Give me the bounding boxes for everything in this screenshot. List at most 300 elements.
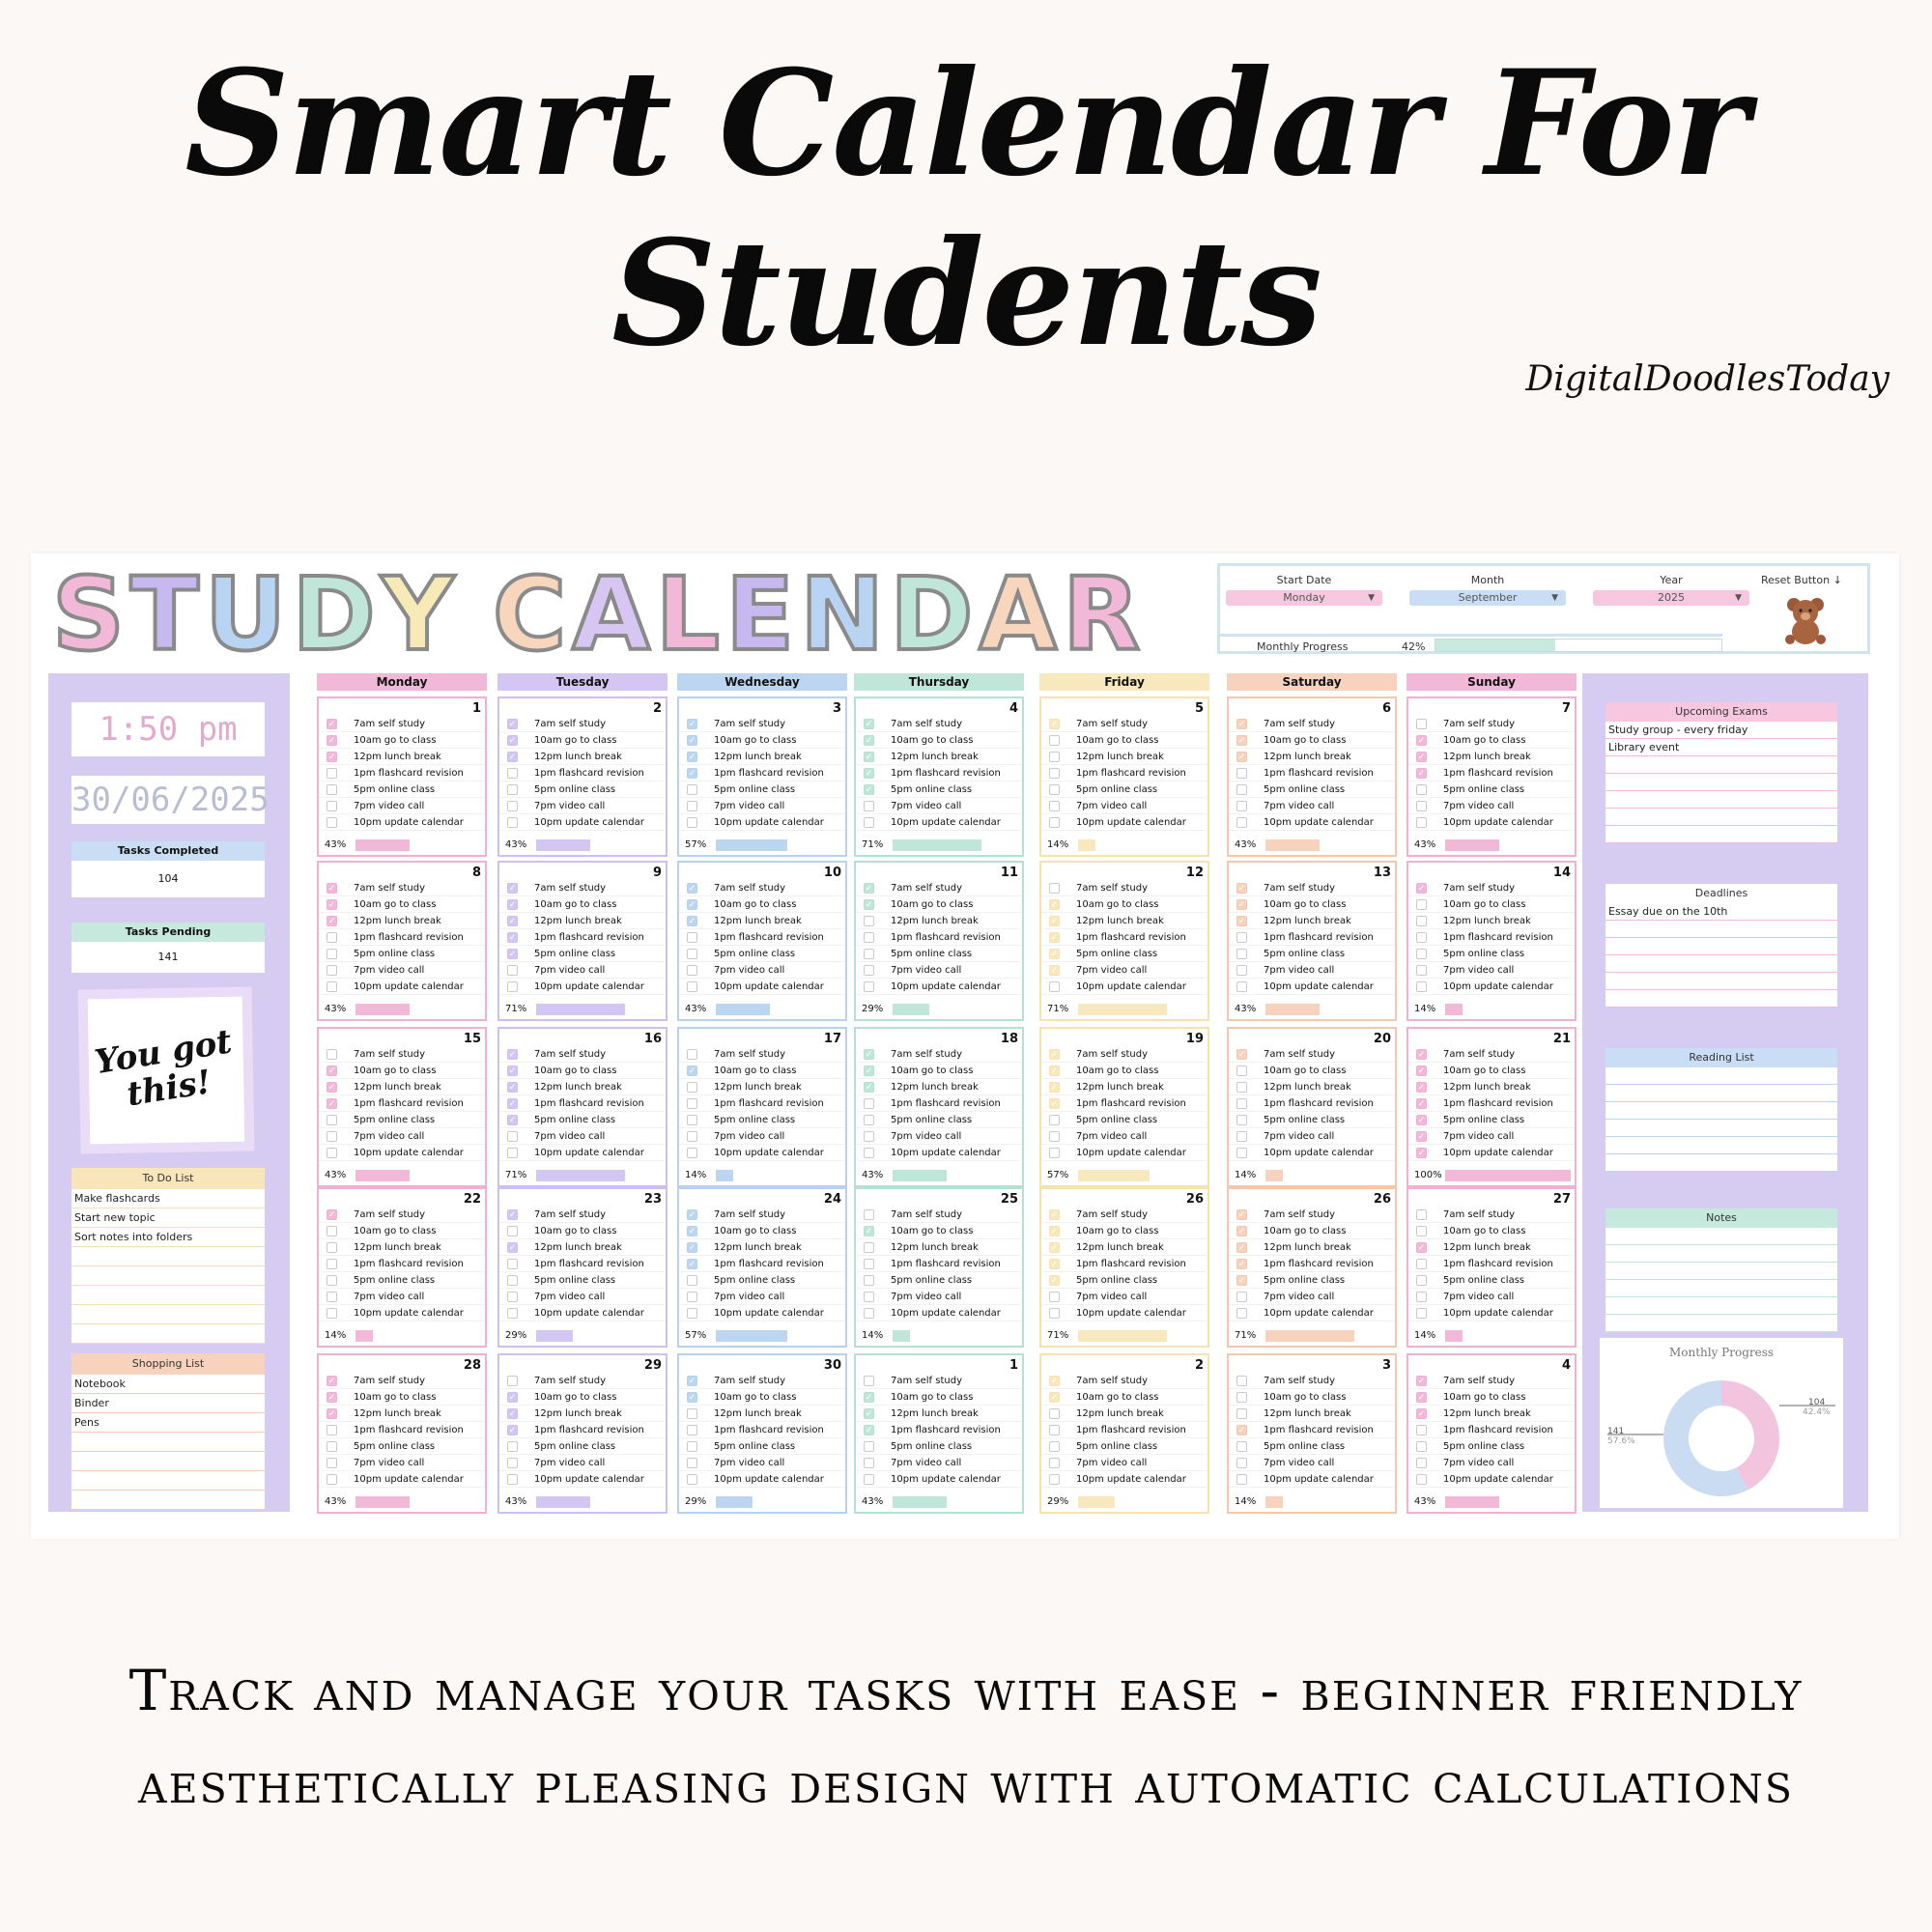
unchecked-checkbox[interactable] <box>864 1376 874 1386</box>
unchecked-checkbox[interactable] <box>1416 1259 1427 1269</box>
unchecked-checkbox[interactable] <box>507 1292 518 1302</box>
checked-checkbox[interactable]: ✓ <box>508 900 517 910</box>
note-item[interactable] <box>1605 1280 1837 1297</box>
unchecked-checkbox[interactable] <box>327 965 337 976</box>
unchecked-checkbox[interactable] <box>687 981 697 992</box>
unchecked-checkbox[interactable] <box>687 949 697 959</box>
reading-item[interactable] <box>1605 1102 1837 1120</box>
unchecked-checkbox[interactable] <box>1049 1425 1060 1435</box>
checked-checkbox[interactable]: ✓ <box>508 1116 517 1125</box>
unchecked-checkbox[interactable] <box>687 1131 697 1142</box>
task-label: 12pm lunch break <box>1264 1242 1351 1253</box>
unchecked-checkbox[interactable] <box>507 768 518 779</box>
reading-item[interactable] <box>1605 1085 1837 1102</box>
unchecked-checkbox[interactable] <box>1236 981 1247 992</box>
unchecked-checkbox[interactable] <box>864 1209 874 1220</box>
unchecked-checkbox[interactable] <box>327 768 337 779</box>
month-dropdown[interactable] <box>1409 590 1566 606</box>
checked-checkbox[interactable]: ✓ <box>1417 736 1426 746</box>
checked-checkbox[interactable]: ✓ <box>508 933 517 943</box>
unchecked-checkbox[interactable] <box>864 1259 874 1269</box>
checked-checkbox[interactable]: ✓ <box>508 753 517 762</box>
checked-checkbox[interactable]: ✓ <box>1417 1066 1426 1076</box>
unchecked-checkbox[interactable] <box>327 1049 337 1060</box>
checked-checkbox[interactable]: ✓ <box>1417 1149 1426 1158</box>
unchecked-checkbox[interactable] <box>687 1441 697 1452</box>
shopping-item[interactable] <box>71 1491 265 1510</box>
unchecked-checkbox[interactable] <box>1416 932 1427 943</box>
unchecked-checkbox[interactable] <box>1416 801 1427 811</box>
unchecked-checkbox[interactable] <box>1049 752 1060 762</box>
deadline-item[interactable] <box>1605 938 1837 955</box>
unchecked-checkbox[interactable] <box>1049 1408 1060 1419</box>
unchecked-checkbox[interactable] <box>1049 768 1060 779</box>
teddy-bear-reset-button[interactable] <box>1778 593 1833 647</box>
unchecked-checkbox[interactable] <box>1416 1441 1427 1452</box>
unchecked-checkbox[interactable] <box>1049 1115 1060 1125</box>
checked-checkbox[interactable]: ✓ <box>1237 1050 1246 1060</box>
checked-checkbox[interactable]: ✓ <box>327 736 336 746</box>
unchecked-checkbox[interactable] <box>327 949 337 959</box>
checked-checkbox[interactable]: ✓ <box>1050 917 1059 926</box>
note-item[interactable] <box>1605 1297 1837 1315</box>
checked-checkbox[interactable]: ✓ <box>327 1083 336 1093</box>
checked-checkbox[interactable]: ✓ <box>1417 1116 1426 1125</box>
reading-item[interactable] <box>1605 1120 1837 1137</box>
unchecked-checkbox[interactable] <box>687 932 697 943</box>
unchecked-checkbox[interactable] <box>507 1441 518 1452</box>
unchecked-checkbox[interactable] <box>1236 1408 1247 1419</box>
unchecked-checkbox[interactable] <box>1049 817 1060 828</box>
checked-checkbox[interactable]: ✓ <box>865 1393 873 1403</box>
checked-checkbox[interactable]: ✓ <box>1237 917 1246 926</box>
unchecked-checkbox[interactable] <box>864 932 874 943</box>
unchecked-checkbox[interactable] <box>1236 1098 1247 1109</box>
checked-checkbox[interactable]: ✓ <box>327 900 336 910</box>
unchecked-checkbox[interactable] <box>687 1098 697 1109</box>
unchecked-checkbox[interactable] <box>864 1275 874 1286</box>
unchecked-checkbox[interactable] <box>864 1474 874 1485</box>
unchecked-checkbox[interactable] <box>1416 1458 1427 1468</box>
unchecked-checkbox[interactable] <box>687 784 697 795</box>
checked-checkbox[interactable]: ✓ <box>1050 950 1059 959</box>
unchecked-checkbox[interactable] <box>1416 965 1427 976</box>
checked-checkbox[interactable]: ✓ <box>1417 1050 1426 1060</box>
exam-item[interactable] <box>1605 809 1837 826</box>
checked-checkbox[interactable]: ✓ <box>1237 753 1246 762</box>
unchecked-checkbox[interactable] <box>327 1308 337 1319</box>
checked-checkbox[interactable]: ✓ <box>1050 1066 1059 1076</box>
reading-item[interactable] <box>1605 1154 1837 1172</box>
unchecked-checkbox[interactable] <box>864 1148 874 1158</box>
checked-checkbox[interactable]: ✓ <box>865 720 873 729</box>
checked-checkbox[interactable]: ✓ <box>327 1377 336 1386</box>
unchecked-checkbox[interactable] <box>1049 1308 1060 1319</box>
unchecked-checkbox[interactable] <box>507 1308 518 1319</box>
checked-checkbox[interactable]: ✓ <box>327 917 336 926</box>
checked-checkbox[interactable]: ✓ <box>1050 1377 1059 1386</box>
unchecked-checkbox[interactable] <box>1416 719 1427 729</box>
checked-checkbox[interactable]: ✓ <box>508 1243 517 1253</box>
unchecked-checkbox[interactable] <box>864 1292 874 1302</box>
checked-checkbox[interactable]: ✓ <box>508 1210 517 1220</box>
checked-checkbox[interactable]: ✓ <box>1417 1377 1426 1386</box>
checked-checkbox[interactable]: ✓ <box>327 884 336 894</box>
unchecked-checkbox[interactable] <box>864 817 874 828</box>
unchecked-checkbox[interactable] <box>327 981 337 992</box>
start-date-dropdown[interactable] <box>1226 590 1382 606</box>
unchecked-checkbox[interactable] <box>864 949 874 959</box>
checked-checkbox[interactable]: ✓ <box>508 884 517 894</box>
checked-checkbox[interactable]: ✓ <box>688 1377 696 1386</box>
checked-checkbox[interactable]: ✓ <box>508 950 517 959</box>
unchecked-checkbox[interactable] <box>687 1049 697 1060</box>
unchecked-checkbox[interactable] <box>864 1308 874 1319</box>
checked-checkbox[interactable]: ✓ <box>327 1210 336 1220</box>
unchecked-checkbox[interactable] <box>1416 899 1427 910</box>
unchecked-checkbox[interactable] <box>327 1226 337 1236</box>
unchecked-checkbox[interactable] <box>327 1115 337 1125</box>
unchecked-checkbox[interactable] <box>1236 1148 1247 1158</box>
checked-checkbox[interactable]: ✓ <box>1237 1210 1246 1220</box>
unchecked-checkbox[interactable] <box>507 1376 518 1386</box>
unchecked-checkbox[interactable] <box>687 1474 697 1485</box>
unchecked-checkbox[interactable] <box>1236 949 1247 959</box>
unchecked-checkbox[interactable] <box>1236 1308 1247 1319</box>
unchecked-checkbox[interactable] <box>507 965 518 976</box>
month-control <box>1409 574 1566 606</box>
checked-checkbox[interactable]: ✓ <box>1417 884 1426 894</box>
unchecked-checkbox[interactable] <box>864 1098 874 1109</box>
unchecked-checkbox[interactable] <box>507 801 518 811</box>
unchecked-checkbox[interactable] <box>507 1259 518 1269</box>
checked-checkbox[interactable]: ✓ <box>327 1066 336 1076</box>
unchecked-checkbox[interactable] <box>1236 1474 1247 1485</box>
checked-checkbox[interactable]: ✓ <box>688 1393 696 1403</box>
deadline-item[interactable] <box>1605 973 1837 990</box>
checked-checkbox[interactable]: ✓ <box>865 736 873 746</box>
unchecked-checkbox[interactable] <box>327 1131 337 1142</box>
unchecked-checkbox[interactable] <box>1236 1065 1247 1076</box>
checked-checkbox[interactable]: ✓ <box>508 1050 517 1060</box>
checked-checkbox[interactable]: ✓ <box>688 1260 696 1269</box>
unchecked-checkbox[interactable] <box>687 1082 697 1093</box>
unchecked-checkbox[interactable] <box>687 801 697 811</box>
unchecked-checkbox[interactable] <box>507 1226 518 1236</box>
unchecked-checkbox[interactable] <box>1416 981 1427 992</box>
unchecked-checkbox[interactable] <box>1236 817 1247 828</box>
checked-checkbox[interactable]: ✓ <box>865 1050 873 1060</box>
unchecked-checkbox[interactable] <box>864 1458 874 1468</box>
note-item[interactable] <box>1605 1245 1837 1263</box>
todo-item[interactable]: Start new topic <box>71 1208 265 1228</box>
unchecked-checkbox[interactable] <box>864 1131 874 1142</box>
reading-item[interactable] <box>1605 1137 1837 1154</box>
checked-checkbox[interactable]: ✓ <box>688 884 696 894</box>
shopping-item[interactable] <box>71 1433 265 1452</box>
checked-checkbox[interactable]: ✓ <box>688 769 696 779</box>
checked-checkbox[interactable]: ✓ <box>1050 1227 1059 1236</box>
unchecked-checkbox[interactable] <box>1416 949 1427 959</box>
checked-checkbox[interactable]: ✓ <box>865 1083 873 1093</box>
unchecked-checkbox[interactable] <box>1416 817 1427 828</box>
unchecked-checkbox[interactable] <box>1416 1275 1427 1286</box>
checked-checkbox[interactable]: ✓ <box>508 1393 517 1403</box>
checked-checkbox[interactable]: ✓ <box>865 1426 873 1435</box>
checked-checkbox[interactable]: ✓ <box>865 769 873 779</box>
unchecked-checkbox[interactable] <box>1236 1115 1247 1125</box>
unchecked-checkbox[interactable] <box>327 1259 337 1269</box>
todo-item[interactable] <box>71 1266 265 1286</box>
checked-checkbox[interactable]: ✓ <box>865 1409 873 1419</box>
unchecked-checkbox[interactable] <box>1236 932 1247 943</box>
checked-checkbox[interactable]: ✓ <box>688 1210 696 1220</box>
checked-checkbox[interactable]: ✓ <box>1237 736 1246 746</box>
checked-checkbox[interactable]: ✓ <box>865 785 873 795</box>
checked-checkbox[interactable]: ✓ <box>1050 933 1059 943</box>
checked-checkbox[interactable]: ✓ <box>1050 900 1059 910</box>
reading-item[interactable] <box>1605 1067 1837 1085</box>
year-dropdown[interactable] <box>1593 590 1749 606</box>
checked-checkbox[interactable]: ✓ <box>688 1243 696 1253</box>
unchecked-checkbox[interactable] <box>507 1275 518 1286</box>
exam-item[interactable]: Study group - every friday <box>1605 722 1837 739</box>
unchecked-checkbox[interactable] <box>327 1242 337 1253</box>
checked-checkbox[interactable]: ✓ <box>865 1227 873 1236</box>
unchecked-checkbox[interactable] <box>1416 1292 1427 1302</box>
checked-checkbox[interactable]: ✓ <box>865 1066 873 1076</box>
unchecked-checkbox[interactable] <box>327 817 337 828</box>
unchecked-checkbox[interactable] <box>864 965 874 976</box>
checked-checkbox[interactable]: ✓ <box>1237 1260 1246 1269</box>
todo-item[interactable] <box>71 1286 265 1305</box>
checked-checkbox[interactable]: ✓ <box>327 1099 336 1109</box>
checked-checkbox[interactable]: ✓ <box>865 753 873 762</box>
shopping-item[interactable] <box>71 1452 265 1471</box>
unchecked-checkbox[interactable] <box>687 1275 697 1286</box>
unchecked-checkbox[interactable] <box>507 1458 518 1468</box>
checked-checkbox[interactable]: ✓ <box>1237 1426 1246 1435</box>
unchecked-checkbox[interactable] <box>507 1474 518 1485</box>
checked-checkbox[interactable]: ✓ <box>688 1066 696 1076</box>
shopping-item[interactable]: Pens <box>71 1413 265 1433</box>
unchecked-checkbox[interactable] <box>1049 801 1060 811</box>
checked-checkbox[interactable]: ✓ <box>688 720 696 729</box>
checked-checkbox[interactable]: ✓ <box>1050 1260 1059 1269</box>
exam-item[interactable] <box>1605 826 1837 843</box>
checked-checkbox[interactable]: ✓ <box>1417 1243 1426 1253</box>
checked-checkbox[interactable]: ✓ <box>1417 753 1426 762</box>
shopping-item[interactable]: Notebook <box>71 1375 265 1394</box>
unchecked-checkbox[interactable] <box>327 784 337 795</box>
unchecked-checkbox[interactable] <box>1236 1441 1247 1452</box>
unchecked-checkbox[interactable] <box>1236 1392 1247 1403</box>
deadline-item[interactable]: Essay due on the 10th <box>1605 903 1837 921</box>
unchecked-checkbox[interactable] <box>507 1131 518 1142</box>
unchecked-checkbox[interactable] <box>327 932 337 943</box>
unchecked-checkbox[interactable] <box>327 1474 337 1485</box>
unchecked-checkbox[interactable] <box>1416 916 1427 926</box>
checked-checkbox[interactable]: ✓ <box>688 753 696 762</box>
unchecked-checkbox[interactable] <box>864 1242 874 1253</box>
checked-checkbox[interactable]: ✓ <box>508 1426 517 1435</box>
checked-checkbox[interactable]: ✓ <box>688 1227 696 1236</box>
unchecked-checkbox[interactable] <box>1049 1148 1060 1158</box>
unchecked-checkbox[interactable] <box>1236 1458 1247 1468</box>
unchecked-checkbox[interactable] <box>864 981 874 992</box>
unchecked-checkbox[interactable] <box>1416 1474 1427 1485</box>
checked-checkbox[interactable]: ✓ <box>1237 884 1246 894</box>
checked-checkbox[interactable]: ✓ <box>1050 1276 1059 1286</box>
unchecked-checkbox[interactable] <box>864 801 874 811</box>
unchecked-checkbox[interactable] <box>1049 883 1060 894</box>
checked-checkbox[interactable]: ✓ <box>508 1099 517 1109</box>
unchecked-checkbox[interactable] <box>687 1148 697 1158</box>
unchecked-checkbox[interactable] <box>1416 1425 1427 1435</box>
task-row <box>319 913 485 929</box>
checked-checkbox[interactable]: ✓ <box>1237 720 1246 729</box>
checked-checkbox[interactable]: ✓ <box>688 917 696 926</box>
checked-checkbox[interactable]: ✓ <box>508 736 517 746</box>
checked-checkbox[interactable]: ✓ <box>1237 900 1246 910</box>
unchecked-checkbox[interactable] <box>1236 1376 1247 1386</box>
checked-checkbox[interactable]: ✓ <box>1417 1083 1426 1093</box>
task-row <box>499 913 666 929</box>
task-row <box>319 1256 485 1272</box>
unchecked-checkbox[interactable] <box>1049 1131 1060 1142</box>
unchecked-checkbox[interactable] <box>687 1308 697 1319</box>
checked-checkbox[interactable]: ✓ <box>508 917 517 926</box>
unchecked-checkbox[interactable] <box>1049 735 1060 746</box>
checked-checkbox[interactable]: ✓ <box>1050 1210 1059 1220</box>
unchecked-checkbox[interactable] <box>1236 1292 1247 1302</box>
checked-checkbox[interactable]: ✓ <box>508 1083 517 1093</box>
unchecked-checkbox[interactable] <box>1236 768 1247 779</box>
note-item[interactable] <box>1605 1228 1837 1245</box>
checked-checkbox[interactable]: ✓ <box>508 720 517 729</box>
checked-checkbox[interactable]: ✓ <box>1050 1393 1059 1403</box>
unchecked-checkbox[interactable] <box>1049 981 1060 992</box>
day-progress-bar <box>1078 1496 1204 1508</box>
todo-item[interactable] <box>71 1305 265 1324</box>
checked-checkbox[interactable]: ✓ <box>1050 720 1059 729</box>
unchecked-checkbox[interactable] <box>327 1425 337 1435</box>
exam-item[interactable] <box>1605 791 1837 809</box>
checked-checkbox[interactable]: ✓ <box>508 1066 517 1076</box>
exam-item[interactable] <box>1605 774 1837 791</box>
checked-checkbox[interactable]: ✓ <box>1050 1083 1059 1093</box>
unchecked-checkbox[interactable] <box>507 817 518 828</box>
note-item[interactable] <box>1605 1315 1837 1332</box>
unchecked-checkbox[interactable] <box>1049 784 1060 795</box>
unchecked-checkbox[interactable] <box>687 1458 697 1468</box>
unchecked-checkbox[interactable] <box>1049 1474 1060 1485</box>
checked-checkbox[interactable]: ✓ <box>327 720 336 729</box>
checked-checkbox[interactable]: ✓ <box>1050 1243 1059 1253</box>
unchecked-checkbox[interactable] <box>507 981 518 992</box>
checked-checkbox[interactable]: ✓ <box>1417 1393 1426 1403</box>
unchecked-checkbox[interactable] <box>327 1148 337 1158</box>
checked-checkbox[interactable]: ✓ <box>1417 1132 1426 1142</box>
checked-checkbox[interactable]: ✓ <box>1237 1243 1246 1253</box>
exam-item[interactable]: Library event <box>1605 739 1837 756</box>
deadline-item[interactable] <box>1605 921 1837 938</box>
unchecked-checkbox[interactable] <box>687 1425 697 1435</box>
unchecked-checkbox[interactable] <box>1049 1458 1060 1468</box>
unchecked-checkbox[interactable] <box>864 916 874 926</box>
checked-checkbox[interactable]: ✓ <box>865 884 873 894</box>
task-row <box>1041 1438 1208 1455</box>
unchecked-checkbox[interactable] <box>864 1441 874 1452</box>
unchecked-checkbox[interactable] <box>1236 784 1247 795</box>
checked-checkbox[interactable]: ✓ <box>1050 1050 1059 1060</box>
todo-item[interactable]: Sort notes into folders <box>71 1228 265 1247</box>
unchecked-checkbox[interactable] <box>507 1148 518 1158</box>
checked-checkbox[interactable]: ✓ <box>1417 769 1426 779</box>
deadline-item[interactable] <box>1605 955 1837 973</box>
exam-item[interactable] <box>1605 756 1837 774</box>
shopping-item[interactable]: Binder <box>71 1394 265 1413</box>
unchecked-checkbox[interactable] <box>687 817 697 828</box>
checked-checkbox[interactable]: ✓ <box>1050 966 1059 976</box>
unchecked-checkbox[interactable] <box>1416 1308 1427 1319</box>
checked-checkbox[interactable]: ✓ <box>1237 1227 1246 1236</box>
checked-checkbox[interactable]: ✓ <box>1050 1099 1059 1109</box>
todo-item[interactable] <box>71 1247 265 1266</box>
checked-checkbox[interactable]: ✓ <box>865 900 873 910</box>
unchecked-checkbox[interactable] <box>687 965 697 976</box>
unchecked-checkbox[interactable] <box>1416 784 1427 795</box>
unchecked-checkbox[interactable] <box>864 1115 874 1125</box>
deadline-item[interactable] <box>1605 990 1837 1008</box>
todo-item[interactable] <box>71 1324 265 1344</box>
checked-checkbox[interactable]: ✓ <box>327 753 336 762</box>
unchecked-checkbox[interactable] <box>687 1408 697 1419</box>
unchecked-checkbox[interactable] <box>1049 1441 1060 1452</box>
unchecked-checkbox[interactable] <box>327 1458 337 1468</box>
task-label: 7pm video call <box>1076 965 1148 976</box>
task-label: 10am go to class <box>714 899 797 910</box>
unchecked-checkbox[interactable] <box>1416 1209 1427 1220</box>
unchecked-checkbox[interactable] <box>327 1441 337 1452</box>
unchecked-checkbox[interactable] <box>327 1292 337 1302</box>
checked-checkbox[interactable]: ✓ <box>1417 1099 1426 1109</box>
unchecked-checkbox[interactable] <box>327 801 337 811</box>
unchecked-checkbox[interactable] <box>687 1292 697 1302</box>
checked-checkbox[interactable]: ✓ <box>688 736 696 746</box>
unchecked-checkbox[interactable] <box>687 1115 697 1125</box>
day-progress <box>1408 1494 1575 1510</box>
unchecked-checkbox[interactable] <box>1416 1226 1427 1236</box>
unchecked-checkbox[interactable] <box>1236 1131 1247 1142</box>
unchecked-checkbox[interactable] <box>1049 1292 1060 1302</box>
checked-checkbox[interactable]: ✓ <box>688 900 696 910</box>
shopping-item[interactable] <box>71 1471 265 1491</box>
checked-checkbox[interactable]: ✓ <box>1237 1276 1246 1286</box>
checked-checkbox[interactable]: ✓ <box>508 1409 517 1419</box>
note-item[interactable] <box>1605 1263 1837 1280</box>
todo-item[interactable]: Make flashcards <box>71 1189 265 1208</box>
unchecked-checkbox[interactable] <box>507 784 518 795</box>
checked-checkbox[interactable]: ✓ <box>1417 1409 1426 1419</box>
checked-checkbox[interactable]: ✓ <box>327 1393 336 1403</box>
unchecked-checkbox[interactable] <box>1236 801 1247 811</box>
task-label: 1pm flashcard revision <box>534 932 644 943</box>
unchecked-checkbox[interactable] <box>1236 1082 1247 1093</box>
unchecked-checkbox[interactable] <box>327 1275 337 1286</box>
unchecked-checkbox[interactable] <box>1236 965 1247 976</box>
checked-checkbox[interactable]: ✓ <box>327 1409 336 1419</box>
